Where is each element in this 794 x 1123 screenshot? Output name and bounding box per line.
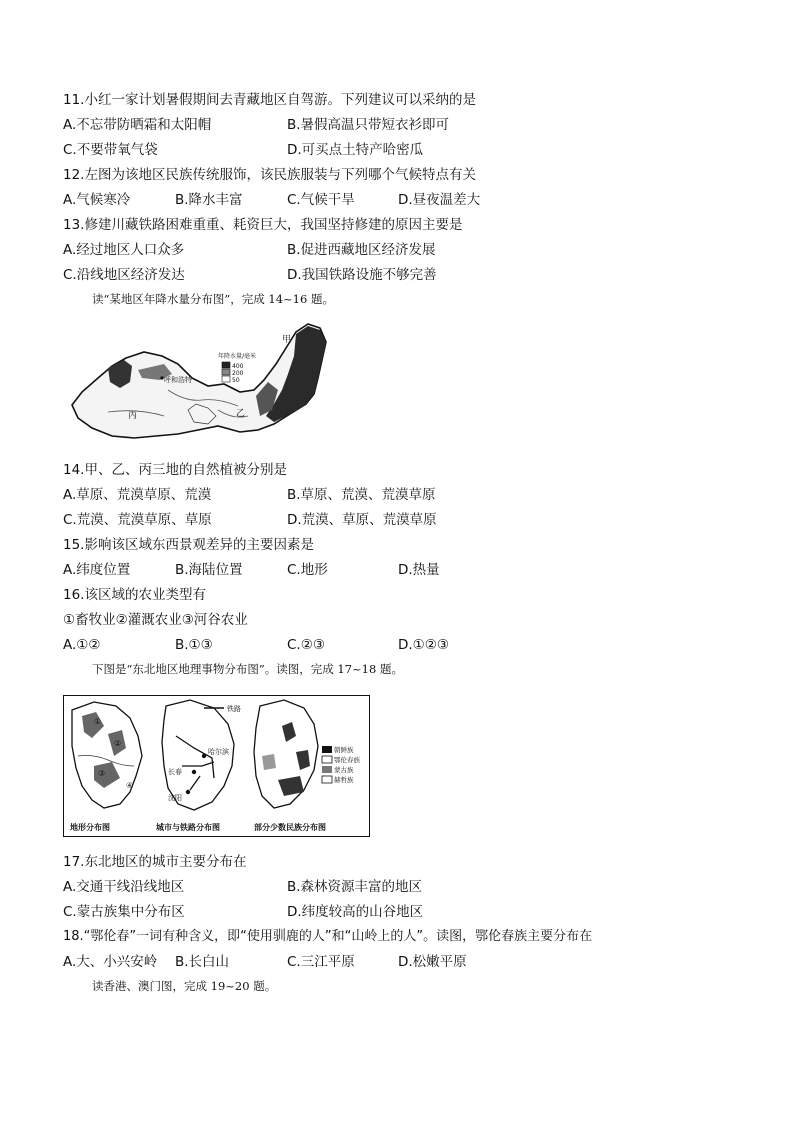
city-changchun: 长春 — [168, 768, 182, 776]
q17-option-a: A.交通干线沿线地区 — [63, 879, 185, 895]
p1-label-3: ③ — [98, 769, 106, 778]
q14-option-d: D.荒漠、草原、荒漠草原 — [287, 512, 437, 528]
caption-q14-16: 读“某地区年降水量分布图”，完成 14~16 题。 — [92, 292, 334, 306]
q13-option-d: D.我国铁路设施不够完善 — [287, 267, 437, 283]
precipitation-map — [68, 320, 334, 442]
q18-option-b: B.长白山 — [175, 954, 230, 970]
legend-title: 年降水量/毫米 — [218, 353, 257, 360]
city-shenyang-icon — [186, 790, 190, 794]
q14-option-a: A.草原、荒漠草原、荒漠 — [63, 487, 212, 503]
q18-option-c: C.三江平原 — [287, 954, 355, 970]
q12-option-c: C.气候干旱 — [287, 192, 355, 208]
caption-q19-20: 读香港、澳门图，完成 19~20 题。 — [92, 979, 277, 993]
q17-option-b: B.森林资源丰富的地区 — [287, 879, 423, 895]
q14-stem: 14.甲、乙、丙三地的自然植被分别是 — [63, 462, 287, 478]
q11-option-b: B.暑假高温只带短衣衫即可 — [287, 117, 450, 133]
city-harbin: 哈尔滨 — [208, 748, 229, 756]
panel1-title: 地形分布图 — [70, 823, 110, 832]
q11-option-d: D.可买点土特产哈密瓜 — [287, 142, 424, 158]
q15-option-d: D.热量 — [398, 562, 440, 578]
q15-option-c: C.地形 — [287, 562, 328, 578]
q18-option-a: A.大、小兴安岭 — [63, 954, 158, 970]
q14-option-b: B.草原、荒漠、荒漠草原 — [287, 487, 436, 503]
northeast-map — [63, 695, 370, 837]
q11-option-c: C.不要带氧气袋 — [63, 142, 158, 158]
q16-option-d: D.①②③ — [398, 637, 449, 653]
q18-stem: 18.“鄂伦春”一词有种含义，即“使用驯鹿的人”和“山岭上的人”。读图，鄂伦春族主要分布在 — [63, 929, 593, 944]
q13-option-b: B.促进西藏地区经济发展 — [287, 242, 436, 258]
q15-option-b: B.海陆位置 — [175, 562, 243, 578]
city-harbin-icon — [202, 754, 206, 758]
legend-chaoxian: 朝鲜族 — [334, 746, 354, 754]
q17-option-c: C.蒙古族集中分布区 — [63, 904, 185, 920]
city-dot-icon — [160, 376, 163, 379]
q16-option-b: B.①③ — [175, 637, 213, 653]
legend-hezhe: 赫哲族 — [334, 776, 354, 784]
q16-option-c: C.②③ — [287, 637, 325, 653]
p1-label-4: ④ — [126, 781, 134, 790]
q12-option-a: A.气候寒冷 — [63, 192, 131, 208]
q12-stem: 12.左图为该地区民族传统服饰，该民族服装与下列哪个气候特点有关 — [63, 167, 476, 183]
q16-option-a: A.①② — [63, 637, 101, 653]
panel3-title: 部分少数民族分布图 — [254, 823, 326, 832]
q13-option-c: C.沿线地区经济发达 — [63, 267, 185, 283]
q13-option-a: A.经过地区人口众多 — [63, 242, 185, 258]
q15-option-a: A.纬度位置 — [63, 562, 131, 578]
label-bing: 丙 — [128, 411, 138, 421]
q17-option-d: D.纬度较高的山谷地区 — [287, 904, 424, 920]
q16-stem: 16.该区域的农业类型有 — [63, 587, 206, 603]
q13-stem: 13.修建川藏铁路困难重重、耗资巨大，我国坚持修建的原因主要是 — [63, 217, 463, 233]
q15-stem: 15.影响该区域东西景观差异的主要因素是 — [63, 537, 314, 553]
label-jia: 甲 — [282, 335, 292, 345]
q12-option-d: D.昼夜温差大 — [398, 192, 481, 208]
legend-elunchun: 鄂伦春族 — [334, 756, 360, 764]
legend-menggu: 蒙古族 — [334, 766, 354, 774]
city-label: 呼和浩特 — [164, 376, 192, 384]
q11-stem: 11.小红一家计划暑假期间去青藏地区自驾游。下列建议可以采纳的是 — [63, 92, 476, 108]
city-shenyang: 沈阳 — [168, 794, 182, 802]
p1-label-1: ① — [94, 717, 102, 726]
legend-50: 50 — [232, 377, 240, 384]
q16-sub-items: ①畜牧业②灌溉农业③河谷农业 — [63, 612, 248, 628]
legend-200: 200 — [232, 370, 244, 377]
railway-legend: 铁路 — [227, 705, 241, 713]
city-changchun-icon — [192, 770, 196, 774]
label-yi: 乙 — [236, 409, 246, 419]
legend-400: 400 — [232, 363, 244, 370]
panel2-title: 城市与铁路分布图 — [156, 823, 220, 832]
q17-stem: 17.东北地区的城市主要分布在 — [63, 854, 247, 870]
p1-label-2: ② — [114, 739, 122, 748]
caption-q17-18: 下图是“东北地区地理事物分布图”。读图，完成 17~18 题。 — [92, 662, 403, 676]
q14-option-c: C.荒漠、荒漠草原、草原 — [63, 512, 212, 528]
q12-option-b: B.降水丰富 — [175, 192, 243, 208]
q11-option-a: A.不忘带防晒霜和太阳帽 — [63, 117, 212, 133]
q18-option-d: D.松嫩平原 — [398, 954, 467, 970]
